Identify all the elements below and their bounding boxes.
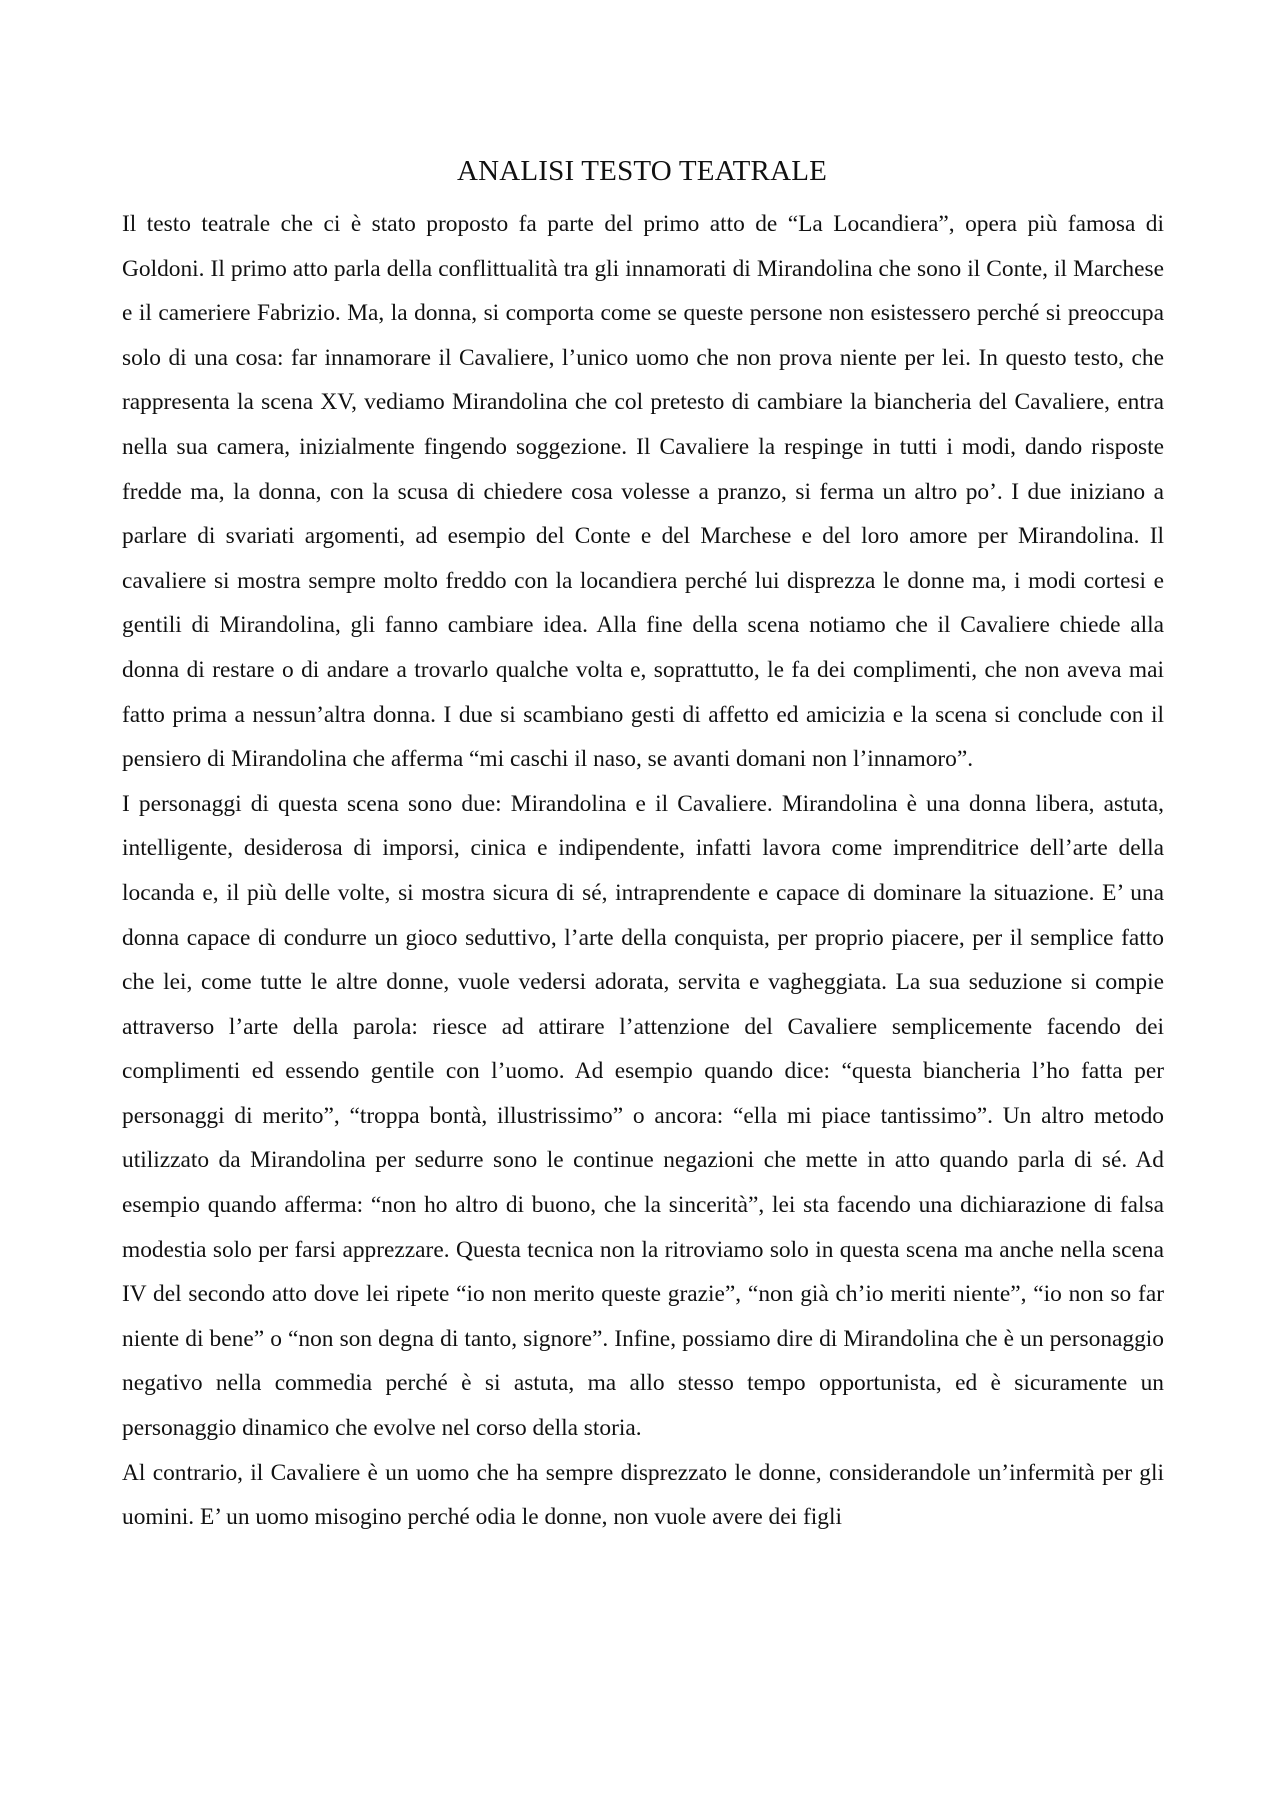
paragraph-mirandolina: I personaggi di questa scena sono due: Mirandolina e il Cavaliere. Mirandolina è una donna libera, astuta, intelligente, desiderosa di imporsi, cinica e indipendente, infatti lavora come imprenditrice dell’arte della locanda e, il più delle volte, si mostra sicura di sé, intraprendente e capace di dominare la situazione. E’ una donna capace di condurre un gioco seduttivo, l’arte della conquista, per proprio piacere, per il semplice fatto che lei, come tutte le altre donne, vuole vedersi adorata, servita e vagheggiata. La sua seduzione si compie attraverso l’arte della parola: riesce ad attirare l’attenzione del Cavaliere semplicemente facendo dei complimenti ed essendo gentile con l’uomo. Ad esempio quando dice: “questa biancheria l’ho fatta per personaggi di merito”, “troppa bontà, illustrissimo” o ancora: “ella mi piace tantissimo”. Un altro metodo utilizzato da Mirandolina per sedurre sono le continue negazioni che mette in atto quando parla di sé. Ad esempio quando afferma: “non ho altro di buono, che la sincerità”, lei sta facendo una dichiarazione di falsa modestia solo per farsi apprezzare. Questa tecnica non la ritroviamo solo in questa scena ma anche nella scena IV del secondo atto dove lei ripete “io non merito queste grazie”, “non già ch’io meriti niente”, “io non so far niente di bene” o “non son degna di tanto, signore”. Infine, possiamo dire di Mirandolina che è un personaggio negativo nella commedia perché è si astuta, ma allo stesso tempo opportunista, ed è sicuramente un personaggio dinamico che evolve nel corso della storia. [122,790,1164,1442]
paragraph-plot-summary: Il testo teatrale che ci è stato proposto fa parte del primo atto de “La Locandiera”, opera più famosa di Goldoni. Il primo atto parla della conflittualità tra gli innamorati di Mirandolina che sono il Conte, il Marchese e il cameriere Fabrizio. Ma, la donna, si comporta come se queste persone non esistessero perché si preoccupa solo di una cosa: far innamorare il Cavaliere, l’unico uomo che non prova niente per lei. In questo testo, che rappresenta la scena XV, vediamo Mirandolina che col pretesto di cambiare la biancheria del Cavaliere, entra nella sua camera, inizialmente fingendo soggezione. Il Cavaliere la respinge in tutti i modi, dando risposte fredde ma, la donna, con la scusa di chiedere cosa volesse a pranzo, si ferma un altro po’. I due iniziano a parlare di svariati argomenti, ad esempio del Conte e del Marchese e del loro amore per Mirandolina. Il cavaliere si mostra sempre molto freddo con la locandiera perché lui disprezza le donne ma, i modi cortesi e gentili di Mirandolina, gli fanno cambiare idea. Alla fine della scena notiamo che il Cavaliere chiede alla donna di restare o di andare a trovarlo qualche volta e, soprattutto, le fa dei complimenti, che non aveva mai fatto prima a nessun’altra donna. I due si scambiano gesti di affetto ed amicizia e la scena si conclude con il pensiero di Mirandolina che afferma “mi caschi il naso, se avanti domani non l’innamoro”. [122,211,1164,773]
document-title: ANALISI TESTO TEATRALE [456,155,828,187]
document-body [122,202,1164,1540]
paragraph-cavaliere: Al contrario, il Cavaliere è un uomo che ha sempre disprezzato le donne, considerandole un’infermità per gli uomini. E’ un uomo misogino perché odia le donne, non vuole avere dei figli [122,1459,1164,1531]
